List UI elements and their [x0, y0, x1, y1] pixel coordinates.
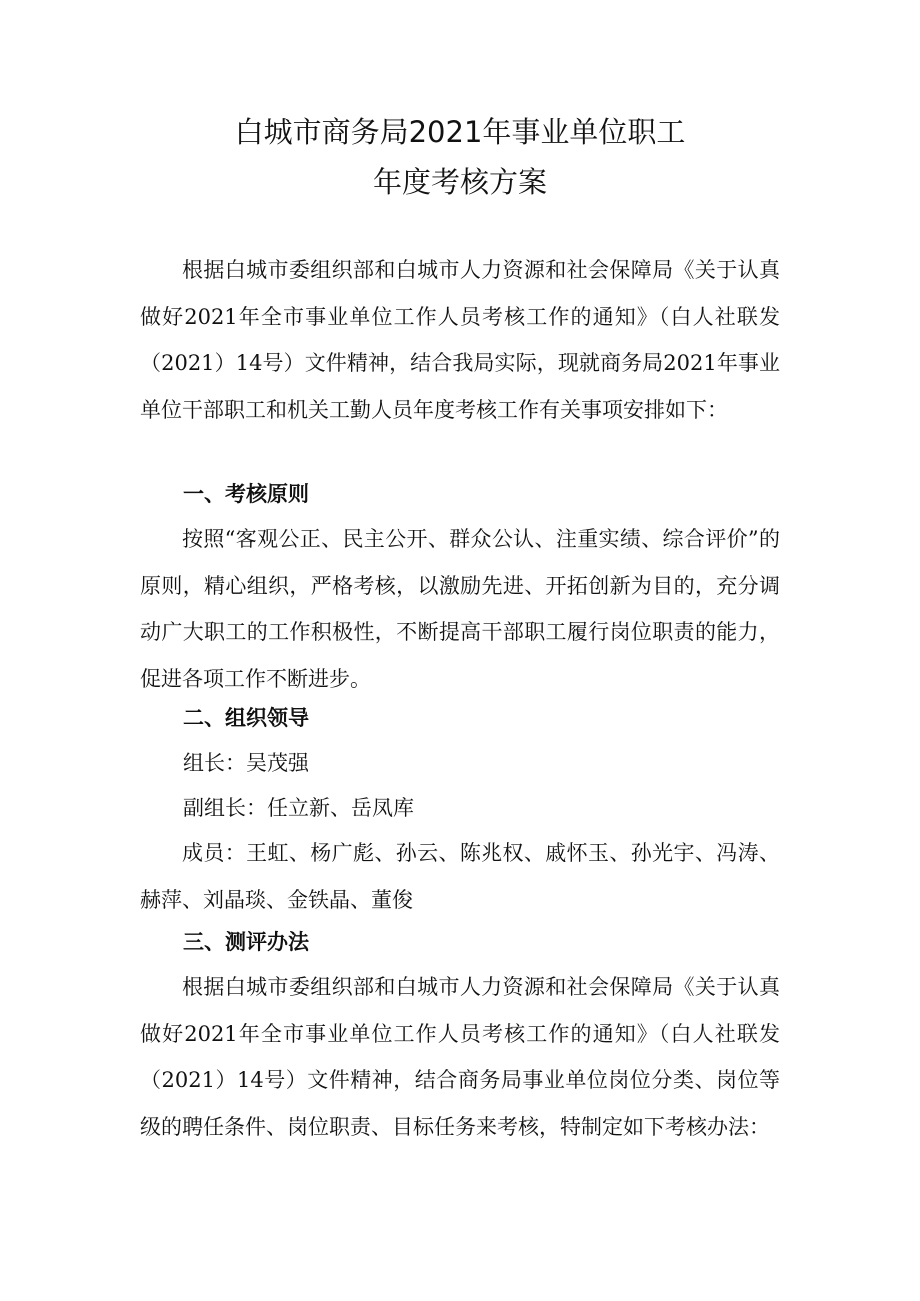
group-leader-line: 组长：吴茂强	[183, 751, 309, 775]
section-3-heading: 三、测评办法	[183, 930, 309, 954]
deputy-leader-line: 副组长：任立新、岳凤库	[183, 796, 414, 820]
document-title-line-2: 年度考核方案	[372, 165, 547, 199]
document-title-line-1: 白城市商务局2021年事业单位职工	[234, 115, 686, 149]
members-paragraph: 成员：王虹、杨广彪、孙云、陈兆权、戚怀玉、孙光宇、冯涛、赫萍、刘晶琰、金铁晶、董俊	[140, 841, 780, 912]
section-1-heading: 一、考核原则	[183, 482, 309, 506]
section-1-paragraph: 按照“客观公正、民主公开、群众公认、注重实绩、综合评价”的原则，精心组织，严格考核，以激励先进、开拓创新为目的，充分调动广大职工的工作积极性，不断提高干部职工履行岗位职责的能力，促进各项工作不断进步。	[140, 527, 780, 691]
section-3-paragraph: 根据白城市委组织部和白城市人力资源和社会保障局《关于认真做好2021年全市事业单位工作人员考核工作的通知》（白人社联发（2021）14号）文件精神，结合商务局事业单位岗位分类、岗位等级的聘任条件、岗位职责、目标任务来考核，特制定如下考核办法：	[140, 975, 780, 1139]
intro-paragraph: 根据白城市委组织部和白城市人力资源和社会保障局《关于认真做好2021年全市事业单位工作人员考核工作的通知》（白人社联发（2021）14号）文件精神，结合我局实际，现就商务局2021年事业单位干部职工和机关工勤人员年度考核工作有关事项安排如下：	[140, 258, 780, 422]
section-2-heading: 二、组织领导	[183, 706, 309, 730]
